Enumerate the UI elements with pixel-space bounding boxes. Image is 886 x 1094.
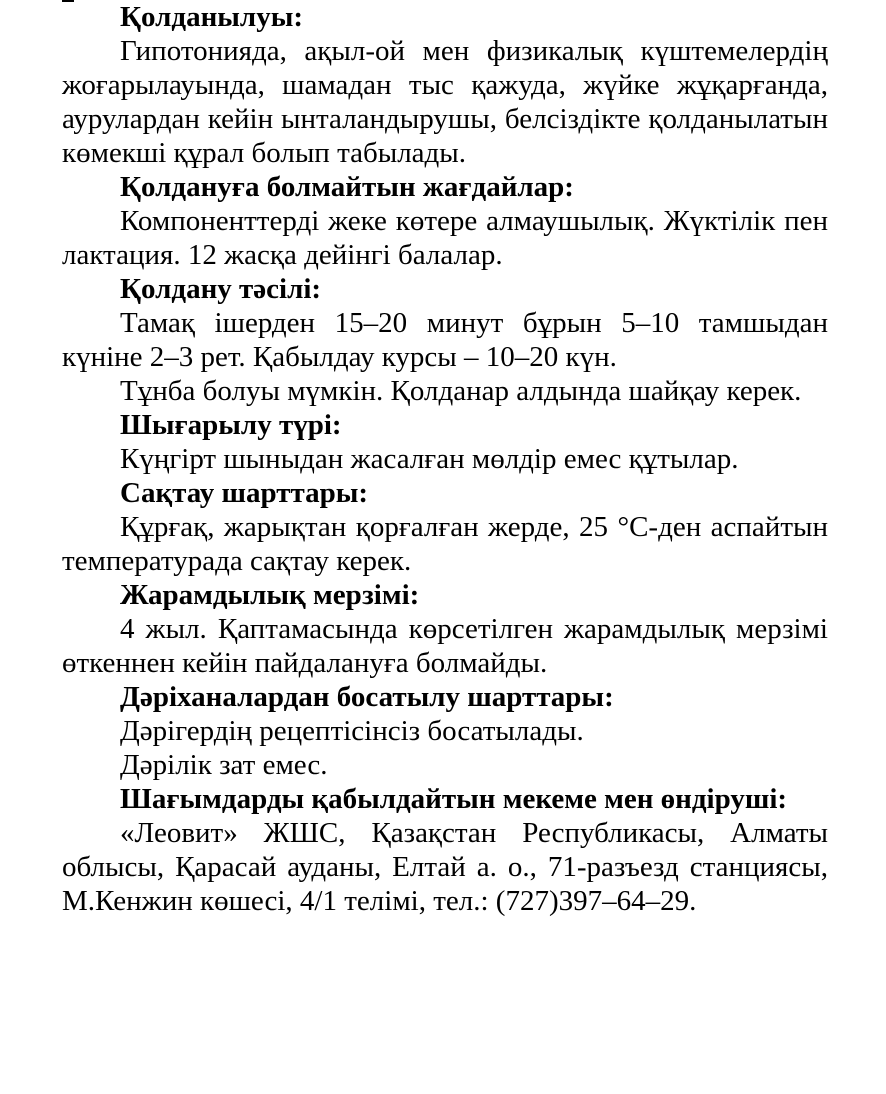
section-text-release-form: Күңгірт шыныдан жасалған мөлдір емес құтылар. — [120, 443, 739, 475]
section-heading-shelf-life: Жарамдылық мерзімі: — [120, 579, 420, 611]
section-text-usage: Гипотонияда, ақыл-ой мен физикалық күштемелердің жоғарылауында, шамадан тыс қажуда, жүйке жұқарғанда, аурулардан кейін ынталандырушы, белсіздікте қолданылатын көмекші құрал болып табылады. — [62, 35, 828, 169]
section-text-dispensing: Дәрігердің рецептісінсіз босатылады. — [120, 715, 584, 747]
section-heading-dispensing: Дәріханалардан босатылу шарттары: — [120, 681, 614, 713]
section-dosage — [62, 272, 828, 408]
section-heading-complaints: Шағымдарды қабылдайтын мекеме мен өндіруші: — [120, 783, 788, 815]
section-heading-usage: Қолданылуы: — [120, 1, 304, 33]
section-heading-dosage: Қолдану тәсілі: — [120, 273, 322, 305]
section-shelf-life — [62, 578, 828, 680]
section-release-form — [62, 408, 828, 476]
section-text-complaints: «Леовит» ЖШС, Қазақстан Республикасы, Алматы облысы, Қарасай ауданы, Елтай а. о., 71-разъезд станциясы, М.Кенжин көшесі, 4/1 телімі, тел.: (727)397–64–29. — [62, 817, 828, 917]
section-heading-release-form: Шығарылу түрі: — [120, 409, 342, 441]
section-heading-storage: Сақтау шарттары: — [120, 477, 369, 509]
section-complaints — [62, 782, 828, 918]
section-text-storage: Құрғақ, жарықтан қорғалған жерде, 25 °С-ден аспайтын температурада сақтау керек. — [62, 511, 828, 577]
section-text-contraindications: Компоненттерді жеке көтере алмаушылық. Жүктілік пен лактация. 12 жасқа дейінгі балалар. — [62, 205, 828, 271]
section-contraindications — [62, 170, 828, 272]
section-dispensing — [62, 680, 828, 782]
section-heading-contraindications: Қолдануға болмайтын жағдайлар: — [120, 171, 574, 203]
section-text-dosage: Тамақ ішерден 15–20 минут бұрын 5–10 тамшыдан күніне 2–3 рет. Қабылдау курсы – 10–20 күн. — [62, 307, 828, 373]
section-text-dispensing-note: Дәрілік зат емес. — [120, 749, 328, 781]
section-storage — [62, 476, 828, 578]
leaflet-page — [62, 0, 828, 918]
section-text-shelf-life: 4 жыл. Қаптамасында көрсетілген жарамдылық мерзімі өткеннен кейін пайдалануға болмайды. — [62, 613, 828, 679]
section-usage — [62, 0, 828, 170]
section-text-dosage-note: Тұнба болуы мүмкін. Қолданар алдында шайқау керек. — [120, 375, 802, 407]
